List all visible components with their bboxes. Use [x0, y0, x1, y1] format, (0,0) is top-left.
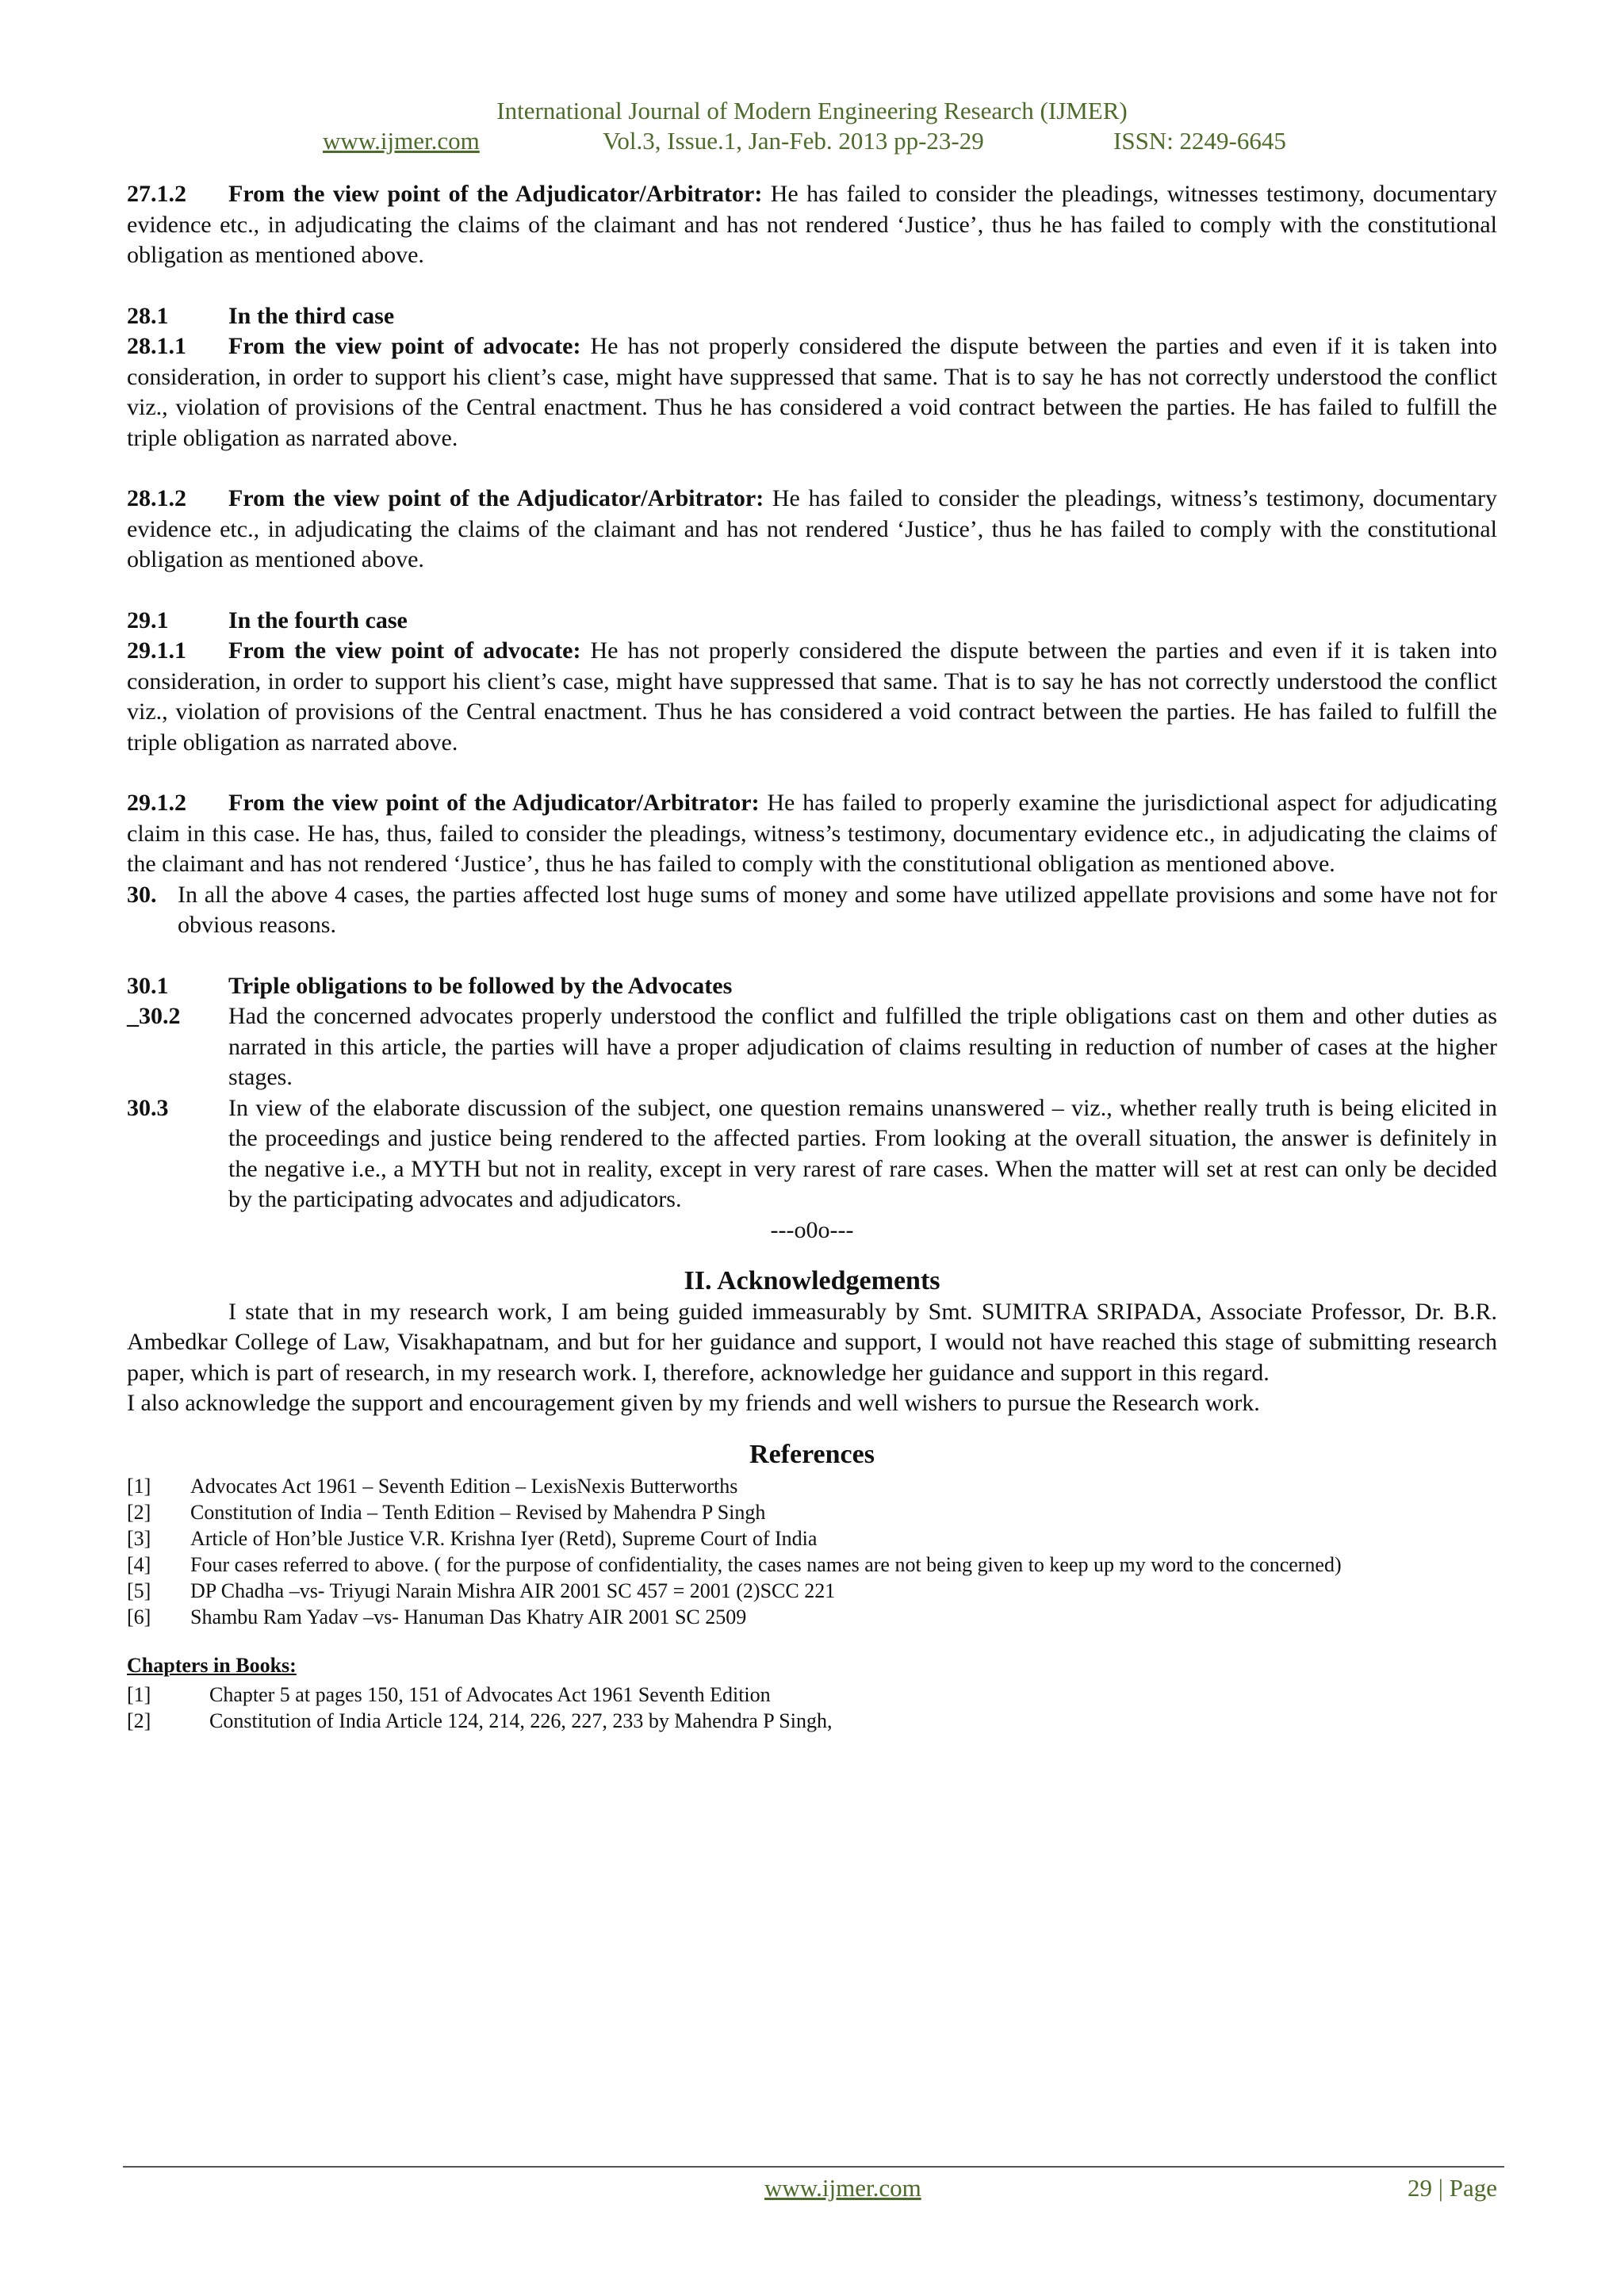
reference-number: [4] — [127, 1553, 151, 1576]
journal-title: International Journal of Modern Engineering Research (IJMER) — [496, 97, 1128, 124]
reference-text: Constitution of India – Tenth Edition – Revised by Mahendra P Singh — [190, 1501, 766, 1524]
chapter-text: Constitution of India Article 124, 214, 226, 227, 233 by Mahendra P Singh, — [209, 1709, 833, 1732]
end-separator: ---o0o--- — [770, 1216, 854, 1243]
chapters-heading: Chapters in Books: — [127, 1654, 297, 1677]
section-number: 27.1.2 — [127, 181, 186, 207]
reference-item — [127, 1473, 1497, 1499]
acknowledgements-title: II. Acknowledgements — [684, 1266, 940, 1295]
page-number: 29 | Page — [1408, 2174, 1497, 2202]
section-text: Had the concerned advocates properly understood the conflict and fulfilled the triple obligations cast on them and other duties as narrated in this article, the parties will have a proper adjudication of claims resulting in reduction of number of cases at the higher stages. — [228, 1003, 1497, 1090]
section-30-1 — [127, 971, 1497, 1002]
reference-number: [6] — [127, 1605, 151, 1628]
section-number: 29.1.1 — [127, 637, 186, 664]
section-heading: In the third case — [228, 302, 395, 329]
reference-item — [127, 1578, 1497, 1604]
acknowledgements-paragraph-2: I also acknowledge the support and encouragement given by my friends and well wishers to pursue the Research work. — [127, 1390, 1260, 1416]
reference-number: [2] — [127, 1501, 151, 1524]
section-text: He has not properly considered the dispute between the parties and even if it is taken into consideration, in order to support his client’s case, might have suppressed that same. That is to say he has not correctly understood the conflict viz., violation of provisions of the Central enactment. Thus he has considered a void contract between the parties. He has failed to fulfill the triple obligation as narrated above. — [127, 333, 1498, 451]
reference-item — [127, 1525, 1497, 1552]
section-30-3 — [127, 1093, 1497, 1215]
section-28-1 — [127, 301, 1497, 332]
section-heading: From the view point of advocate: — [228, 637, 581, 664]
section-heading: Triple obligations to be followed by the Advocates — [228, 972, 733, 999]
section-29-1-2 — [127, 788, 1497, 880]
section-heading: From the view point of the Adjudicator/Arbitrator: — [228, 790, 760, 816]
section-28-1-1 — [127, 331, 1497, 453]
section-heading: From the view point of the Adjudicator/Arbitrator: — [228, 485, 764, 511]
section-number: 28.1 — [127, 302, 169, 329]
journal-site-link[interactable]: www.ijmer.com — [323, 127, 480, 155]
footer-divider — [123, 2166, 1504, 2168]
section-heading: In the fourth case — [228, 607, 408, 633]
section-number: 29.1 — [127, 607, 169, 633]
references-title: References — [749, 1439, 875, 1469]
section-text: In all the above 4 cases, the parties affected lost huge sums of money and some have utilized appellate provisions and some have not for obvious reasons. — [178, 881, 1497, 938]
chapters-list — [127, 1682, 1497, 1734]
chapter-item — [127, 1708, 1497, 1734]
section-30-2 — [127, 1001, 1497, 1093]
section-29-1 — [127, 606, 1497, 637]
chapter-text: Chapter 5 at pages 150, 151 of Advocates Act 1961 Seventh Edition — [209, 1682, 771, 1706]
reference-number: [1] — [127, 1475, 151, 1498]
reference-number: [3] — [127, 1527, 151, 1550]
section-text: He has failed to properly examine the jurisdictional aspect for adjudicating claim in this case. He has, thus, failed to consider the pleadings, witness’s testimony, documentary evidence etc., in adjudicating the claims of the claimant and has not rendered ‘Justice’, thus he has failed to comply with the constitutional obligation as mentioned above. — [127, 790, 1497, 877]
references-list — [127, 1473, 1497, 1630]
section-number: 30.1 — [127, 972, 169, 999]
section-text: He has failed to consider the pleadings, witness’s testimony, documentary evidence etc., in adjudicating the claims of the claimant and has not rendered ‘Justice’, thus he has failed to comply with the constitutional obligation as mentioned above. — [127, 485, 1497, 572]
section-number: 30. — [127, 881, 157, 908]
section-27-1-2 — [127, 179, 1497, 271]
footer-site-link[interactable]: www.ijmer.com — [764, 2174, 921, 2202]
reference-text: Advocates Act 1961 – Seventh Edition – LexisNexis Butterworths — [190, 1475, 738, 1498]
section-number: 28.1.2 — [127, 485, 186, 511]
chapter-number: [2] — [127, 1709, 151, 1732]
section-number: 30.3 — [127, 1094, 169, 1121]
chapter-number: [1] — [127, 1682, 151, 1706]
reference-text: Shambu Ram Yadav –vs- Hanuman Das Khatry AIR 2001 SC 2509 — [190, 1605, 747, 1628]
section-text: In view of the elaborate discussion of the subject, one question remains unanswered – viz., whether really truth is being elicited in the proceedings and justice being rendered to the affected parties. From looking at the overall situation, the answer is definitely in the negative i.e., a MYTH but not in reality, except in very rarest of rare cases. When the matter will set at rest can only be decided by the participating advocates and adjudicators. — [228, 1094, 1497, 1212]
reference-text: DP Chadha –vs- Triyugi Narain Mishra AIR 2001 SC 457 = 2001 (2)SCC 221 — [190, 1579, 836, 1602]
section-29-1-1 — [127, 636, 1497, 758]
section-number: _30.2 — [127, 1003, 181, 1029]
article-body — [127, 179, 1497, 1734]
chapter-item — [127, 1682, 1497, 1708]
reference-text: Article of Hon’ble Justice V.R. Krishna Iyer (Retd), Supreme Court of India — [190, 1527, 818, 1550]
section-30 — [127, 880, 1497, 941]
reference-item — [127, 1552, 1497, 1578]
section-number: 28.1.1 — [127, 333, 186, 359]
reference-item — [127, 1604, 1497, 1630]
section-number: 29.1.2 — [127, 790, 186, 816]
section-heading: From the view point of advocate: — [228, 333, 581, 359]
reference-item — [127, 1499, 1497, 1525]
journal-issn: ISSN: 2249-6645 — [1113, 127, 1286, 155]
section-heading: From the view point of the Adjudicator/Arbitrator: — [228, 181, 763, 207]
section-text: He has failed to consider the pleadings, witnesses testimony, documentary evidence etc., in adjudicating the claims of the claimant and has not rendered ‘Justice’, thus he has failed to comply with the constitutional obligation as mentioned above. — [127, 181, 1497, 268]
reference-number: [5] — [127, 1579, 151, 1602]
journal-volume: Vol.3, Issue.1, Jan-Feb. 2013 pp-23-29 — [603, 127, 984, 155]
acknowledgements-paragraph: I state that in my research work, I am being guided immeasurably by Smt. SUMITRA SRIPADA, Associate Professor, Dr. B.R. Ambedkar College of Law, Visakhapatnam, and but for her guidance and support, I would not have reached this stage of submitting research paper, which is part of research, in my research work. I, therefore, acknowledge her guidance and support in this regard. — [127, 1298, 1497, 1386]
reference-text: Four cases referred to above. ( for the purpose of confidentiality, the cases names are not being given to keep up my word to the concerned) — [190, 1553, 1342, 1576]
section-text: He has not properly considered the dispute between the parties and even if it is taken into consideration, in order to support his client’s case, might have suppressed that same. That is to say he has not correctly understood the conflict viz., violation of provisions of the Central enactment. Thus he has considered a void contract between the parties. He has failed to fulfill the triple obligation as narrated above. — [127, 637, 1498, 756]
section-28-1-2 — [127, 484, 1497, 576]
